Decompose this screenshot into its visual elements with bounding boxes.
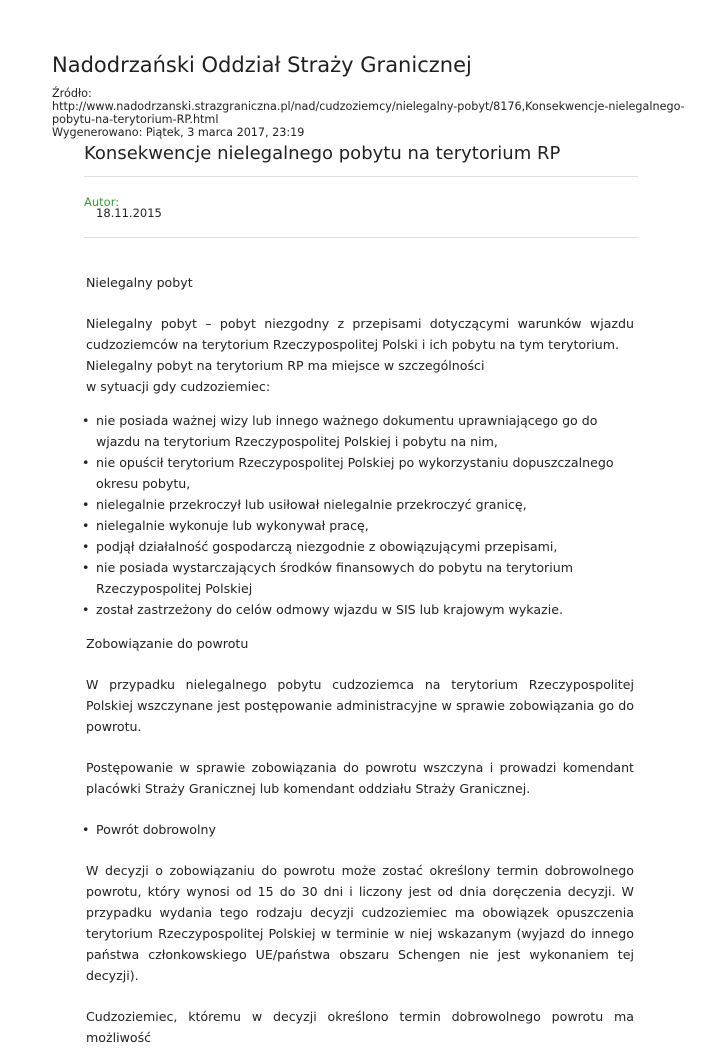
paragraph-definition-line-4: w sytuacji gdy cudzoziemiec: <box>86 379 271 394</box>
source-url-line-2[interactable]: pobytu-na-terytorium-RP.html <box>52 113 219 126</box>
bullet-icon: • <box>82 455 90 470</box>
bullet-icon: • <box>82 497 90 512</box>
list-item-text: nie opuścił terytorium Rzeczypospolitej Polskiej po wykorzystaniu dopuszczalnego okresu pobytu, <box>96 455 614 491</box>
author-label: Autor: <box>84 195 120 209</box>
meta-divider <box>84 237 638 238</box>
bullet-icon: • <box>82 822 90 837</box>
list-item <box>82 410 634 452</box>
bullet-icon: • <box>82 518 90 533</box>
list-item <box>82 515 634 536</box>
source-metadata <box>52 87 712 139</box>
list-item <box>82 452 634 494</box>
paragraph-continued: Cudzoziemiec, któremu w decyzji określono termin dobrowolnego powrotu ma możliwość <box>86 1009 634 1045</box>
list-item <box>82 494 634 515</box>
bullet-icon: • <box>82 539 90 554</box>
bullet-icon: • <box>82 560 90 575</box>
section-heading-illegal-stay: Nielegalny pobyt <box>86 275 193 290</box>
list-item <box>82 599 634 620</box>
list-item-text: nie posiada wystarczających środków finansowych do pobytu na terytorium Rzeczypospolitej Polskiej <box>96 560 573 596</box>
list-item-text: podjął działalność gospodarczą niezgodnie z obowiązującymi przepisami, <box>96 539 558 554</box>
list-item-text: nielegalnie przekroczył lub usiłował nielegalnie przekroczyć granicę, <box>96 497 527 512</box>
paragraph-voluntary-return: W decyzji o zobowiązaniu do powrotu może zostać określony termin dobrowolnego powrotu, który wynosi od 15 do 30 dni i liczony jest od dnia doręczenia decyzji. W przypadku wydania tego rodzaju decyzji cudzoziemiec ma obowiązek opuszczenia terytorium Rzeczypospolitej Polskiej w terminie w niej wskazanym (wyjazd do innego państwa członkowskiego UE/państwa obszaru Schengen nie jest wykonaniem tej decyzji). <box>86 863 634 983</box>
source-url-line-1[interactable]: http://www.nadodrzanski.strazgraniczna.pl/nad/cudzoziemcy/nielegalny-pobyt/8176,Konsekwencje-nielegalnego- <box>52 100 685 113</box>
bullet-icon: • <box>82 413 90 428</box>
source-label: Źródło: <box>52 87 92 100</box>
bullet-icon: • <box>82 602 90 617</box>
subheading-voluntary-return <box>82 819 634 840</box>
conditions-list <box>82 410 634 620</box>
article-date: 18.11.2015 <box>96 206 162 220</box>
paragraph-authority: Postępowanie w sprawie zobowiązania do powrotu wszczyna i prowadzi komendant placówki Straży Granicznej lub komendant oddziału Straży Granicznej. <box>86 760 634 796</box>
article-title: Konsekwencje nielegalnego pobytu na terytorium RP <box>84 143 561 164</box>
article-body <box>82 272 634 1048</box>
paragraph-definition: Nielegalny pobyt – pobyt niezgodny z przepisami dotyczącymi warunków wjazdu cudzoziemców na terytorium Rzeczypospolitej Polski i ich pobytu na tym terytorium. <box>86 316 634 352</box>
list-item-text: nielegalnie wykonuje lub wykonywał pracę, <box>96 518 369 533</box>
site-title: Nadodrzański Oddział Straży Granicznej <box>52 53 472 77</box>
paragraph-definition-line-3: Nielegalny pobyt na terytorium RP ma miejsce w szczególności <box>86 358 485 373</box>
paragraph-proceedings: W przypadku nielegalnego pobytu cudzoziemca na terytorium Rzeczypospolitej Polskiej wszczynane jest postępowanie administracyjne w sprawie zobowiązania go do powrotu. <box>86 677 634 734</box>
title-divider <box>84 176 638 177</box>
section-heading-return-obligation: Zobowiązanie do powrotu <box>86 636 249 651</box>
list-item <box>82 557 634 599</box>
generated-date: Wygenerowano: Piątek, 3 marca 2017, 23:19 <box>52 126 305 139</box>
list-item <box>82 536 634 557</box>
subheading-text: Powrót dobrowolny <box>96 822 216 837</box>
list-item-text: nie posiada ważnej wizy lub innego ważnego dokumentu uprawniającego go do wjazdu na terytorium Rzeczypospolitej Polskiej i pobytu na nim, <box>96 413 598 449</box>
list-item-text: został zastrzeżony do celów odmowy wjazdu w SIS lub krajowym wykazie. <box>96 602 563 617</box>
